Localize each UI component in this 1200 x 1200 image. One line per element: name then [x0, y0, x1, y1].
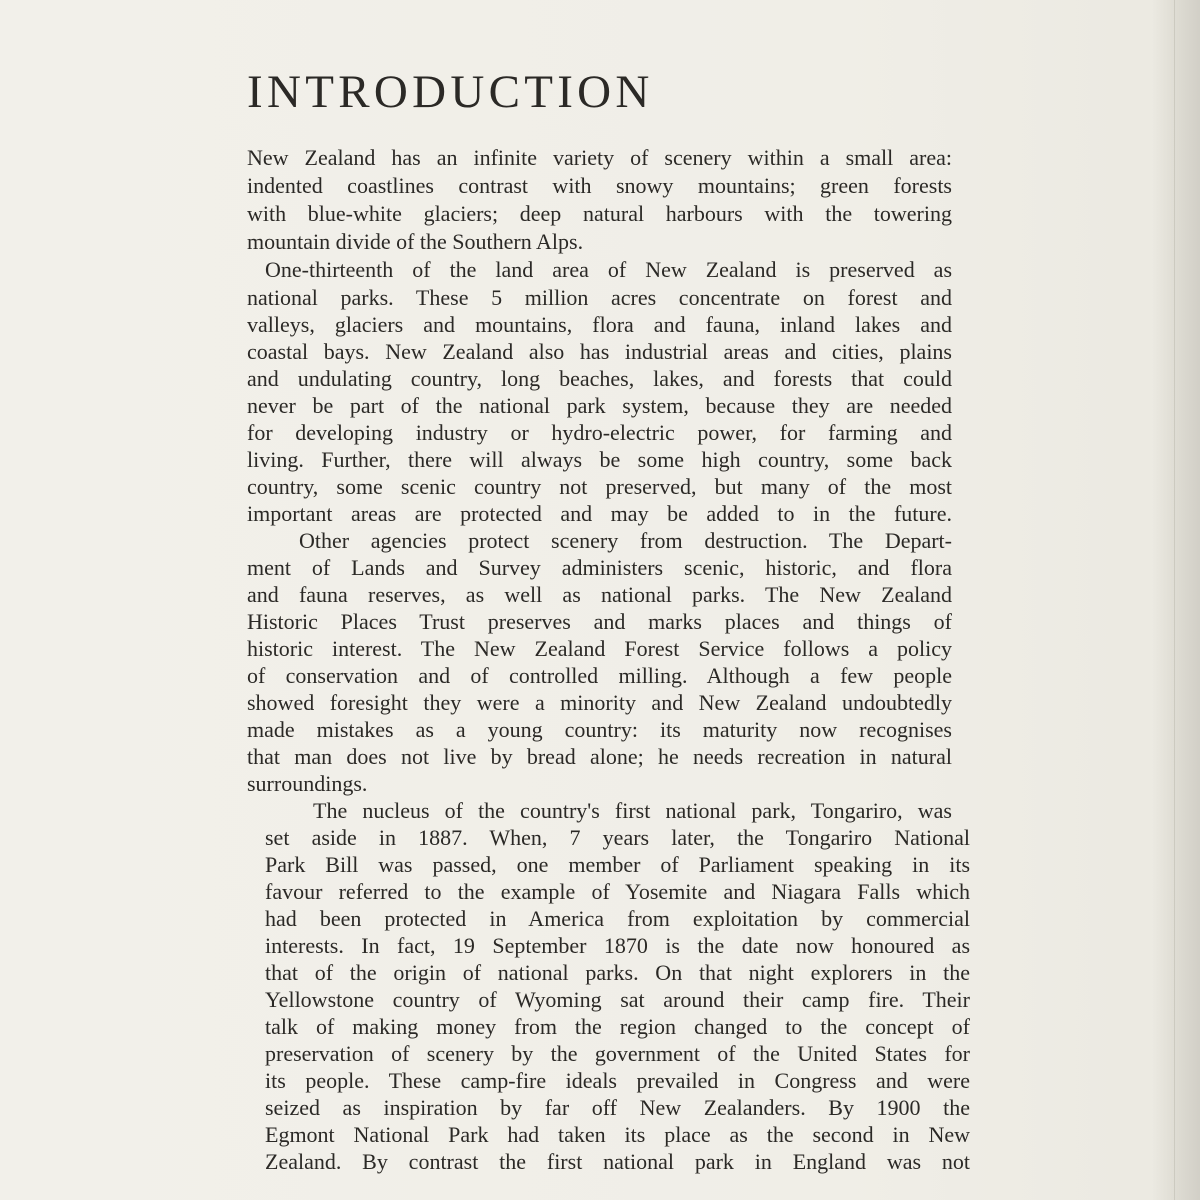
text-line: and fauna reserves, as well as national parks. The New Zealand	[247, 582, 952, 607]
text-line: and undulating country, long beaches, lakes, and forests that could	[247, 366, 952, 391]
text-line: of conservation and of controlled milling. Although a few people	[247, 663, 952, 688]
text-line: talk of making money from the region changed to the concept of	[265, 1014, 970, 1039]
text-line: preservation of scenery by the government of the United States for	[265, 1041, 970, 1066]
text-line: for developing industry or hydro-electric power, for farming and	[247, 420, 952, 445]
text-line: set aside in 1887. When, 7 years later, the Tongariro National	[265, 825, 970, 850]
text-line: living. Further, there will always be some high country, some back	[247, 447, 952, 472]
text-line: important areas are protected and may be added to in the future.	[247, 501, 952, 526]
page-title: INTRODUCTION	[247, 66, 654, 118]
text-line: mountain divide of the Southern Alps.	[247, 229, 584, 254]
text-line: Park Bill was passed, one member of Parliament speaking in its	[265, 852, 970, 877]
text-line: favour referred to the example of Yosemite and Niagara Falls which	[265, 879, 970, 904]
text-line: Egmont National Park had taken its place as the second in New	[265, 1122, 970, 1147]
text-line: seized as inspiration by far off New Zealanders. By 1900 the	[265, 1095, 970, 1120]
text-line: had been protected in America from exploitation by commercial	[265, 906, 970, 931]
text-line: interests. In fact, 19 September 1870 is the date now honoured as	[265, 933, 970, 958]
text-line: ment of Lands and Survey administers scenic, historic, and flora	[247, 555, 952, 580]
text-line: Zealand. By contrast the first national park in England was not	[265, 1149, 970, 1174]
text-line: coastal bays. New Zealand also has industrial areas and cities, plains	[247, 339, 952, 364]
text-line: its people. These camp-fire ideals prevailed in Congress and were	[265, 1068, 970, 1093]
text-line: showed foresight they were a minority and New Zealand undoubtedly	[247, 690, 952, 715]
text-line: with blue-white glaciers; deep natural harbours with the towering	[247, 201, 952, 226]
text-line: that man does not live by bread alone; he needs recreation in natural	[247, 744, 952, 769]
text-line: made mistakes as a young country: its maturity now recognises	[247, 717, 952, 742]
page-edge-shadow	[1152, 0, 1200, 1200]
text-line: indented coastlines contrast with snowy mountains; green forests	[247, 173, 952, 198]
text-line: One-thirteenth of the land area of New Zealand is preserved as	[265, 257, 952, 282]
text-line: Historic Places Trust preserves and marks places and things of	[247, 609, 952, 634]
text-line: valleys, glaciers and mountains, flora and fauna, inland lakes and	[247, 312, 952, 337]
text-line: The nucleus of the country's first national park, Tongariro, was	[313, 798, 952, 823]
text-line: New Zealand has an infinite variety of scenery within a small area:	[247, 145, 952, 170]
text-line: never be part of the national park system, because they are needed	[247, 393, 952, 418]
text-line: historic interest. The New Zealand Forest Service follows a policy	[247, 636, 952, 661]
text-line: surroundings.	[247, 771, 368, 796]
text-line: Other agencies protect scenery from destruction. The Depart-	[299, 528, 952, 553]
text-line: country, some scenic country not preserved, but many of the most	[247, 474, 952, 499]
text-line: that of the origin of national parks. On that night explorers in the	[265, 960, 970, 985]
text-line: national parks. These 5 million acres concentrate on forest and	[247, 285, 952, 310]
text-line: Yellowstone country of Wyoming sat around their camp fire. Their	[265, 987, 970, 1012]
